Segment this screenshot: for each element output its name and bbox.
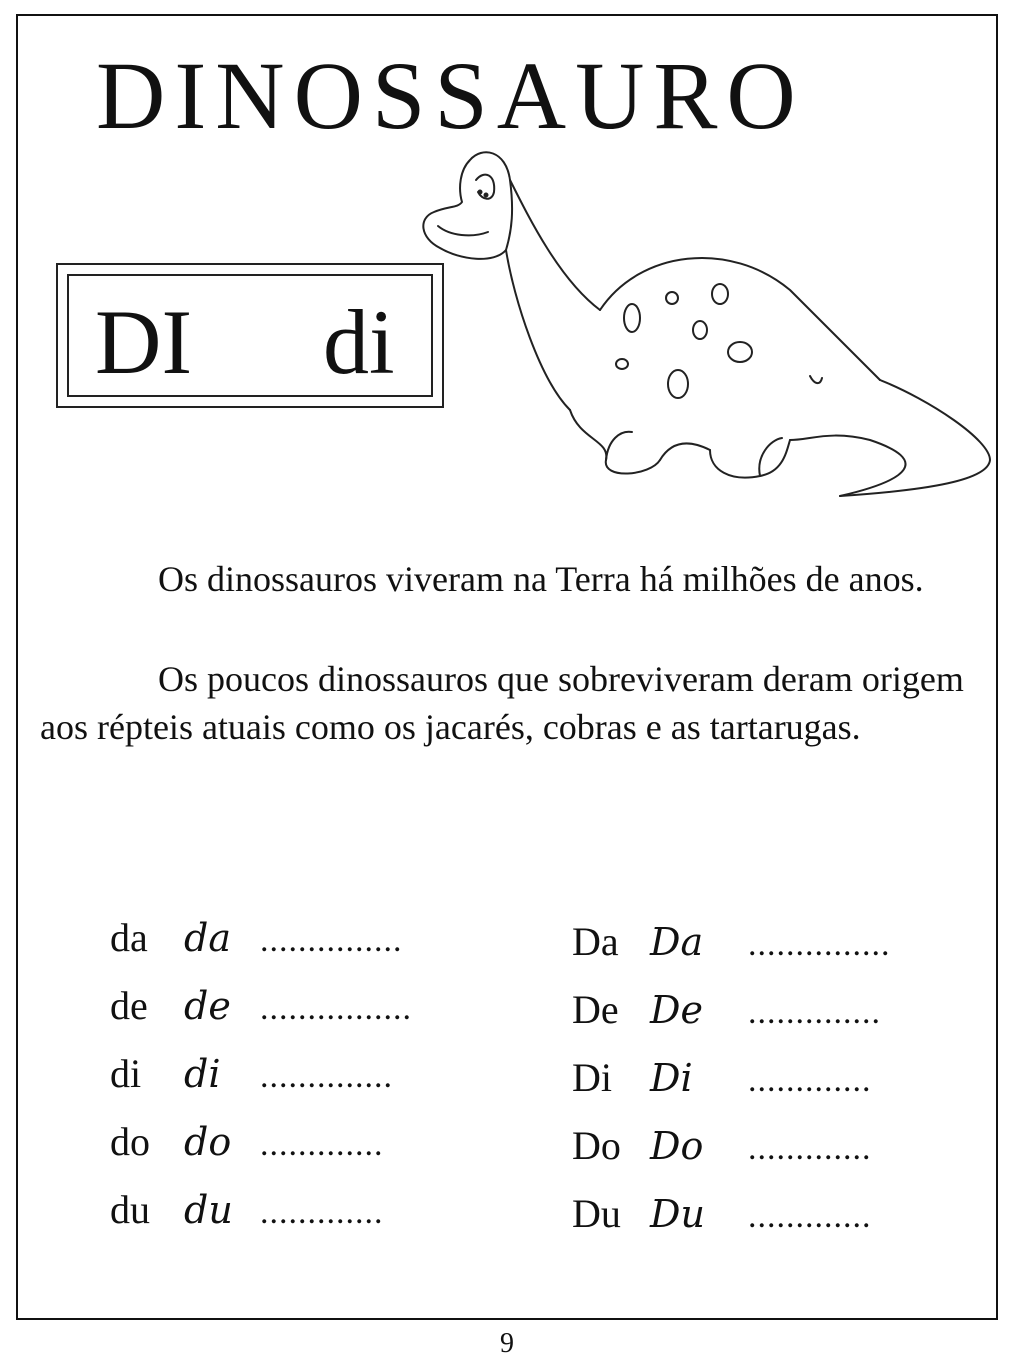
syllable-cursive: du bbox=[184, 1188, 233, 1232]
practice-row-de bbox=[110, 983, 412, 1028]
syllable-cursive: de bbox=[184, 984, 231, 1028]
writing-line: .............. bbox=[748, 994, 881, 1031]
paragraph-1-text: Os dinossauros viveram na Terra há milhões de anos. bbox=[158, 559, 924, 599]
syllable-cursive: Do bbox=[650, 1124, 704, 1168]
writing-line: ............. bbox=[748, 1198, 872, 1235]
syllable-print: Do bbox=[572, 1123, 621, 1168]
syllable-print: di bbox=[110, 1051, 142, 1096]
syllable-box bbox=[56, 263, 444, 408]
syllable-print: Du bbox=[572, 1191, 621, 1236]
paragraph-1 bbox=[40, 555, 980, 603]
writing-line: ................ bbox=[260, 990, 412, 1027]
syllable-print: du bbox=[110, 1187, 150, 1232]
practice-row-du bbox=[110, 1187, 384, 1232]
writing-line: ............. bbox=[748, 1062, 872, 1099]
writing-line: ............. bbox=[260, 1126, 384, 1163]
page-number: 9 bbox=[500, 1328, 514, 1359]
practice-row-Du bbox=[572, 1191, 872, 1236]
syllable-cursive: do bbox=[184, 1120, 232, 1164]
syllable-lowercase: di bbox=[323, 291, 395, 393]
practice-row-De bbox=[572, 987, 881, 1032]
syllable-print: De bbox=[572, 987, 619, 1032]
syllable-cursive: di bbox=[184, 1052, 221, 1096]
practice-row-di bbox=[110, 1051, 393, 1096]
practice-row-Do bbox=[572, 1123, 872, 1168]
syllable-cursive: Di bbox=[650, 1056, 693, 1100]
practice-row-Di bbox=[572, 1055, 872, 1100]
page-title: DINOSSAURO bbox=[96, 42, 805, 149]
syllable-cursive: Du bbox=[650, 1192, 705, 1236]
syllable-cursive: De bbox=[650, 988, 703, 1032]
syllable-print: de bbox=[110, 983, 148, 1028]
writing-line: ............... bbox=[260, 922, 403, 959]
syllable-cursive: Da bbox=[650, 920, 704, 964]
practice-row-Da bbox=[572, 919, 891, 964]
syllable-uppercase: DI bbox=[95, 291, 193, 393]
syllable-print: do bbox=[110, 1119, 150, 1164]
writing-line: ............. bbox=[748, 1130, 872, 1167]
syllable-print: da bbox=[110, 915, 148, 960]
syllable-box-inner bbox=[67, 274, 433, 397]
syllable-cursive: da bbox=[184, 916, 231, 960]
paragraph-2-text: Os poucos dinossauros que sobreviveram deram origem aos répteis atuais como os jacarés, cobras e as tartarugas. bbox=[40, 659, 964, 747]
writing-line: ............... bbox=[748, 926, 891, 963]
practice-row-do bbox=[110, 1119, 384, 1164]
dinosaur-icon bbox=[410, 140, 1000, 540]
syllable-print: Da bbox=[572, 919, 619, 964]
syllable-print: Di bbox=[572, 1055, 612, 1100]
writing-line: ............. bbox=[260, 1194, 384, 1231]
practice-row-da bbox=[110, 915, 403, 960]
writing-line: .............. bbox=[260, 1058, 393, 1095]
paragraph-2 bbox=[40, 655, 980, 751]
